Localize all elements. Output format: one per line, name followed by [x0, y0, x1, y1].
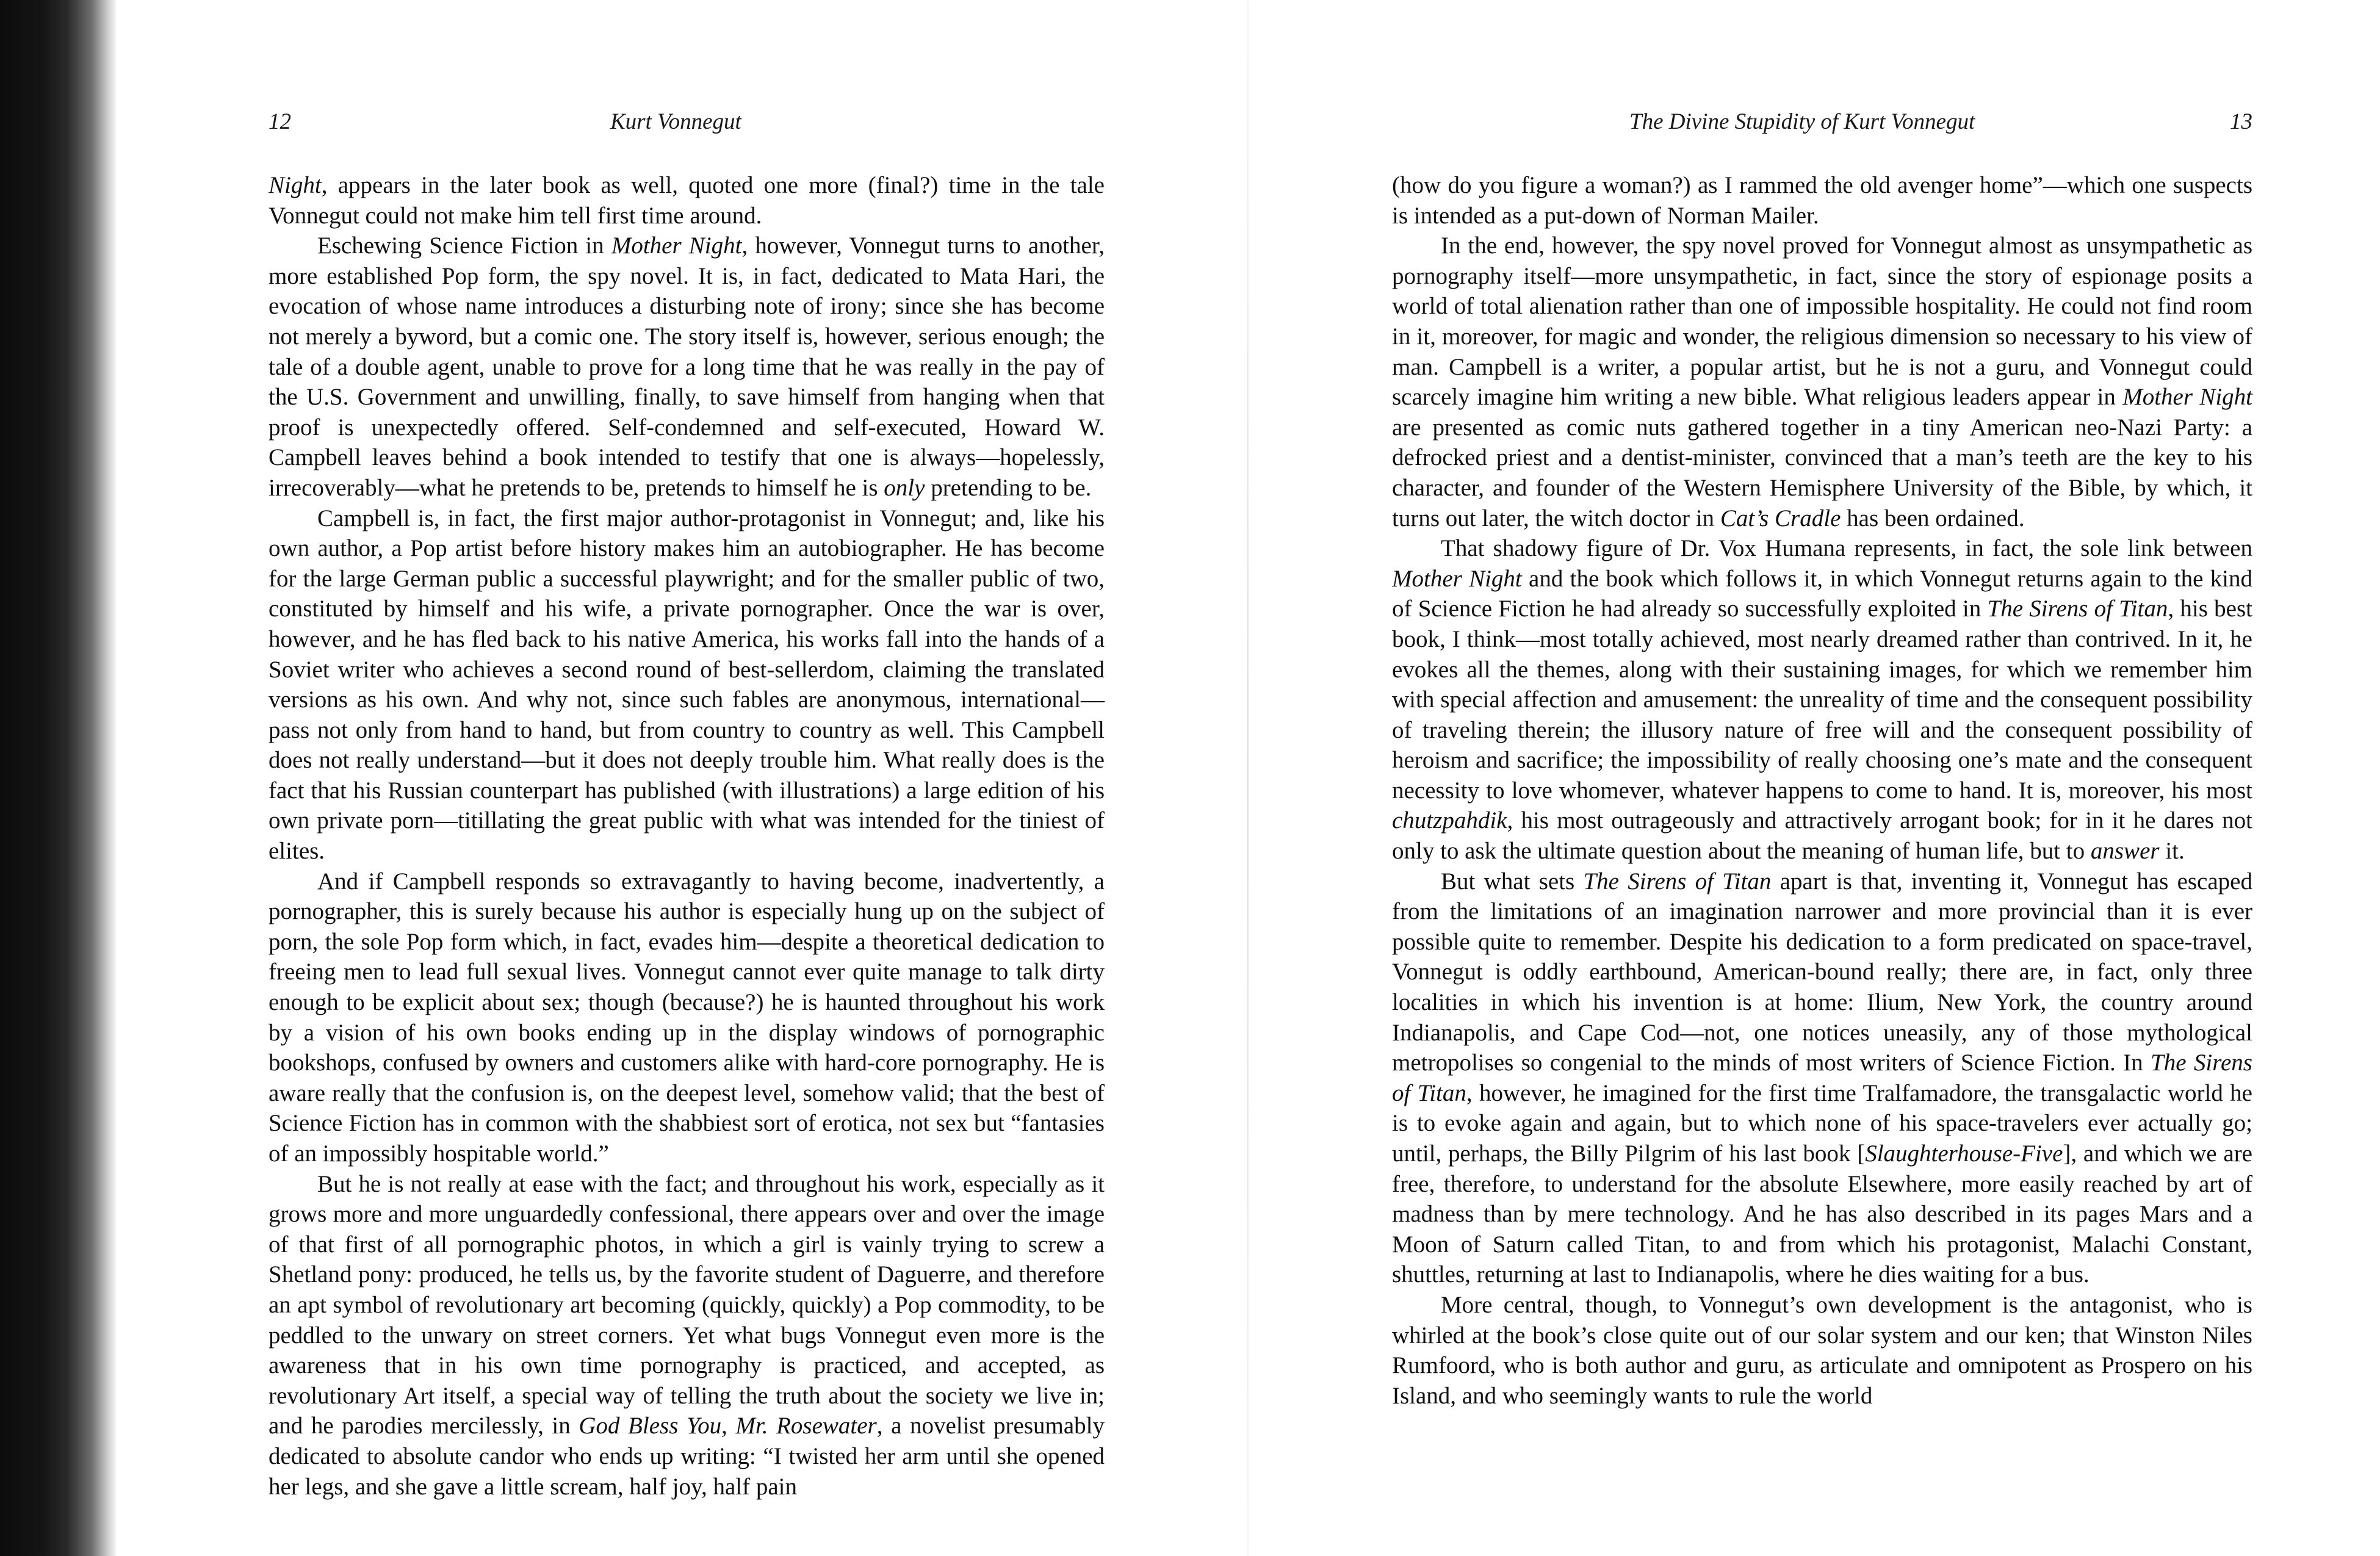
scan-binding-shadow — [0, 0, 116, 1556]
text-run: are presented as comic nuts gathered together in a tiny American neo-Nazi Party: a defrocked priest and a dentist-minister, convinced that a man’s teeth are the key to his character, and founder of the Western Hemisphere University of the Bible, by which, it turns out later, the witch doctor in — [1392, 414, 2252, 531]
paragraph — [1392, 533, 2252, 866]
italic-title-text: only — [884, 474, 925, 501]
paragraph — [269, 866, 1105, 1169]
paragraph — [1392, 170, 2252, 231]
text-run: (how do you figure a woman?) as I rammed the old avenger home”—which one suspects is intended as a put-down of Norman Mailer. — [1392, 172, 2252, 229]
right-page-number: 13 — [2230, 109, 2252, 134]
paragraph — [269, 1169, 1105, 1502]
italic-title-text: Night — [269, 172, 322, 198]
italic-title-text: Mother Night — [2122, 384, 2252, 411]
text-run: , however, Vonnegut turns to another, more established Pop form, the spy novel. It is, in fact, dedicated to Mata Hari, the evocation of whose name introduces a disturbing note of irony; since she has become not merely a byword, but a comic one. The story itself is, however, serious enough; the tale of a double agent, unable to prove for a long time that he was really in the pay of the U.S. Government and unwilling, finally, to save himself from hanging when that proof is unexpectedly offered. Self-condemned and self-executed, Howard W. Campbell leaves behind a book intended to testify that one is always—hopelessly, irrecoverably—what he pretends to be, pretends to himself he is — [269, 232, 1105, 501]
left-page-number: 12 — [269, 109, 291, 134]
text-run: apart is that, inventing it, Vonnegut has escaped from the limitations of an imagination narrower and more provincial than it is ever possible quite to remember. Despite his dedication to a form predicated on space-travel, Vonnegut is oddly earthbound, American-bound really; there are, in fact, only three localities in which his invention is at home: Ilium, New York, the country around Indianapolis, and Cape Cod—not, one notices uneasily, any of those mythological metropolises so congenial to the minds of most writers of Science Fiction. In — [1392, 868, 2252, 1076]
right-running-head: The Divine Stupidity of Kurt Vonnegut — [1629, 109, 1975, 134]
text-run: , however, he imagined for the first time Tralfamadore, the transgalactic world he is to evoke again and again, but to which none of his space-travelers ever actually go; until, perhaps, the Billy Pilgrim of his last book [ — [1392, 1079, 2252, 1167]
text-run: it. — [2159, 838, 2185, 865]
italic-title-text: Mother Night — [611, 232, 742, 259]
text-run: has been ordained. — [1841, 505, 2025, 531]
text-run: And if Campbell responds so extravagantly to having become, inadvertently, a pornographer, this is surely because his author is especially hung up on the subject of porn, the sole Pop form which, in fact, evades him—despite a theoretical dedication to freeing men to lead full sexual lives. Vonnegut cannot ever quite manage to talk dirty enough to be explicit about sex; though (because?) he is haunted throughout his work by a vision of his own books ending up in the display windows of pornographic bookshops, confused by owners and customers alike with hard-core pornography. He is aware really that the confusion is, on the deepest level, somehow valid; that the best of Science Fiction has in common with the shabbiest sort of erotica, not sex but “fantasies of an impossibly hospitable world.” — [269, 868, 1105, 1167]
paragraph — [269, 231, 1105, 503]
paragraph — [1392, 231, 2252, 533]
paragraph — [269, 503, 1105, 866]
italic-title-text: Mother Night — [1392, 565, 1522, 592]
right-body-text — [1392, 170, 2252, 1411]
text-run: But what sets — [1441, 868, 1584, 895]
paragraph — [269, 170, 1105, 231]
text-run: In the end, however, the spy novel proved for Vonnegut almost as unsympathetic as pornography itself—more unsympathetic, in fact, since the story of espionage posits a world of total alienation rather than one of impossible hospitality. He could not find room in it, moreover, for magic and wonder, the religious dimension so necessary to his view of man. Campbell is a writer, a popular artist, but he is not a guru, and Vonnegut could scarcely imagine him writing a new bible. What religious leaders appear in — [1392, 232, 2252, 411]
text-run: But he is not really at ease with the fact; and throughout his work, especially as it grows more and more unguardedly confessional, there appears over and over the image of that first of all pornographic photos, in which a girl is vainly trying to screw a Shetland pony: produced, he tells us, by the favorite student of Daguerre, and therefore an apt symbol of revolutionary art becoming (quickly, quickly) a Pop commodity, to be peddled to the unwary on street corners. Yet what bugs Vonnegut even more is the awareness that in his own time pornography is practiced, and accepted, as revolutionary Art itself, a special way of telling the truth about the society we live in; and he parodies mercilessly, in — [269, 1170, 1105, 1439]
left-body-text — [269, 170, 1105, 1502]
text-run: That shadowy figure of Dr. Vox Humana represents, in fact, the sole link between — [1441, 535, 2252, 562]
italic-title-text: Slaughterhouse-Five — [1865, 1140, 2063, 1167]
italic-title-text: Cat’s Cradle — [1720, 505, 1841, 531]
text-run: Campbell is, in fact, the first major author-protagonist in Vonnegut; and, like his own author, a Pop artist before history makes him an autobiographer. He has become for the large German public a successful playwright; and for the smaller public of two, constituted by himself and his wife, a private pornographer. Once the war is over, however, and he has fled back to his native America, his works fall into the hands of a Soviet writer who achieves a second round of best-sellerdom, claiming the translated versions as his own. And why not, since such fables are anonymous, international—pass not only from hand to hand, but from country to country as well. This Campbell does not really understand—but it does not deeply trouble him. What really does is the fact that his Russian counterpart has published (with illustrations) a large edition of his own private porn—titillating the great public with what was intended for the tiniest of elites. — [269, 505, 1105, 865]
text-run: , his best book, I think—most totally achieved, most nearly dreamed rather than contrived. In it, he evokes all the themes, along with their sustaining images, for which we remember him with special affection and amusement: the unreality of time and the consequent possibility of traveling therein; the illusory nature of free will and the consequent possibility of heroism and sacrifice; the impossibility of really choosing one’s mate and the consequent necessity to love whomever, whatever happens to come to hand. It is, moreover, his most — [1392, 596, 2252, 804]
text-run: More central, though, to Vonnegut’s own development is the antagonist, who is whirled at the book’s close quite out of our solar system and our ken; that Winston Niles Rumfoord, who is both author and guru, as articulate and omnipotent as Prospero on his Island, and who seemingly wants to rule the world — [1392, 1291, 2252, 1409]
italic-title-text: chutzpahdik — [1392, 807, 1507, 834]
paragraph — [1392, 866, 2252, 1290]
text-run: , appears in the later book as well, quoted one more (final?) time in the tale Vonnegut could not make him tell first time around. — [269, 172, 1105, 229]
italic-title-text: The Sirens of Titan — [1392, 1050, 2252, 1106]
italic-title-text: answer — [2090, 838, 2160, 865]
text-run: pretending to be. — [925, 474, 1092, 501]
text-run: Eschewing Science Fiction in — [317, 232, 611, 259]
text-run: ], and which we are free, therefore, to understand for the absolute Elsewhere, more easily reached by art of madness than by mere technology. And he has also described in its pages Mars and a Moon of Saturn called Titan, to and from which his protagonist, Malachi Constant, shuttles, returning at last to Indianapolis, where he dies waiting for a bus. — [1392, 1140, 2252, 1288]
left-running-head: Kurt Vonnegut — [610, 109, 741, 134]
italic-title-text: The Sirens of Titan — [1987, 596, 2168, 622]
italic-title-text: God Bless You, Mr. Rosewater — [579, 1413, 877, 1439]
text-run: and the book which follows it, in which Vonnegut returns again to the kind of Science Fiction he had already so successfully exploited in — [1392, 565, 2252, 622]
text-run: , a novelist presumably dedicated to absolute candor who ends up writing: “I twisted her arm until she opened her legs, and she gave a little scream, half joy, half pain — [269, 1413, 1105, 1500]
italic-title-text: The Sirens of Titan — [1583, 868, 1772, 895]
paragraph — [1392, 1290, 2252, 1411]
text-run: , his most outrageously and attractively arrogant book; for in it he dares not only to ask the ultimate question about the meaning of human life, but to — [1392, 807, 2252, 865]
page-gutter — [1247, 0, 1249, 1556]
